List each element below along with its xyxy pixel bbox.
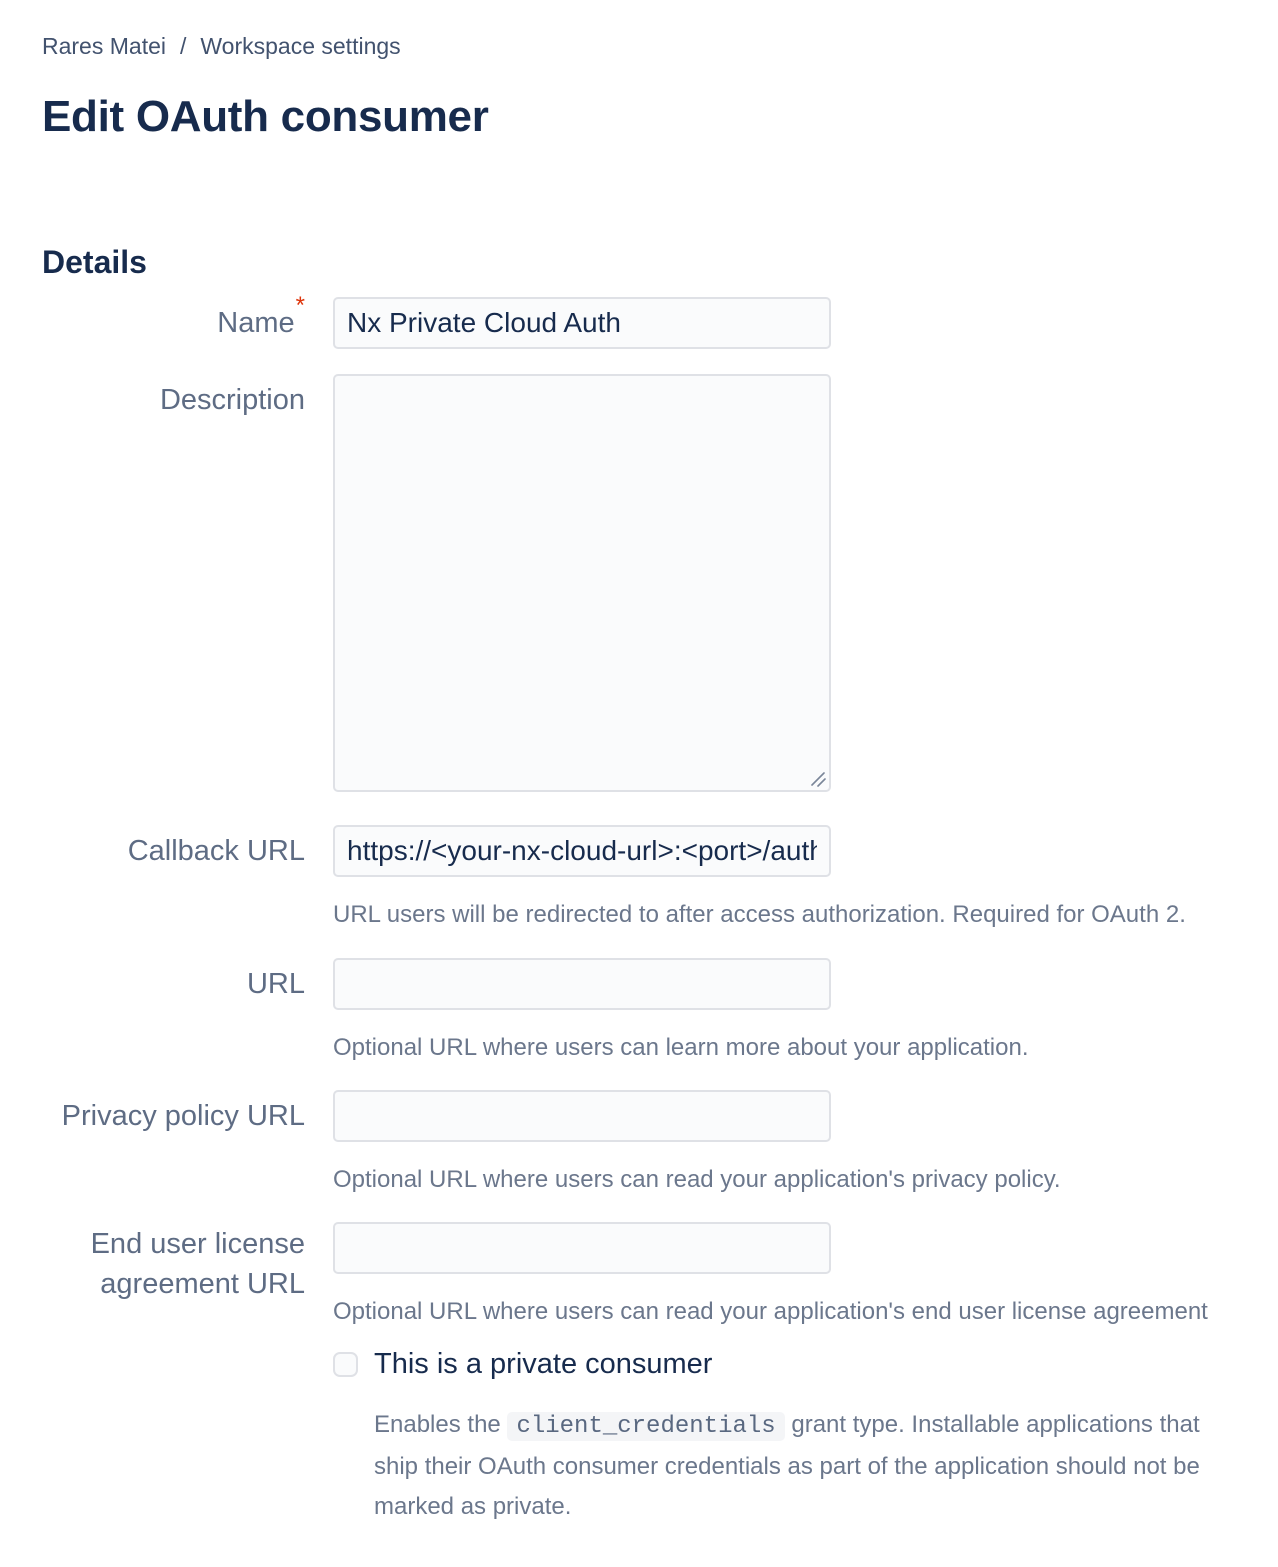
name-label-text: Name — [217, 307, 295, 339]
eula-url-help: Optional URL where users can read your application's end user license agreement — [333, 1298, 1208, 1325]
url-help: Optional URL where users can learn more about your application. — [333, 1034, 1029, 1061]
private-consumer-label[interactable]: This is a private consumer — [374, 1348, 713, 1380]
description-textarea[interactable] — [333, 374, 831, 792]
eula-url-input[interactable] — [333, 1222, 831, 1274]
private-consumer-checkbox[interactable] — [333, 1352, 358, 1377]
breadcrumb-link-user[interactable]: Rares Matei — [42, 33, 166, 59]
callback-url-label: Callback URL — [127, 835, 305, 867]
breadcrumb-separator: / — [179, 33, 187, 59]
oauth-consumer-form — [42, 292, 1236, 1527]
callback-url-help: URL users will be redirected to after access authorization. Required for OAuth 2. — [333, 901, 1186, 928]
url-label: URL — [246, 968, 305, 1000]
description-field — [333, 374, 1236, 792]
url-input[interactable] — [333, 958, 831, 1010]
name-field — [333, 297, 1236, 349]
required-asterisk: * — [295, 292, 305, 320]
private-consumer-section — [333, 1347, 1236, 1527]
private-consumer-help-prefix: Enables the — [374, 1411, 508, 1438]
callback-url-input[interactable] — [333, 825, 831, 877]
details-heading: Details — [42, 244, 147, 280]
url-field — [333, 958, 1236, 1063]
private-consumer-help-suffix: grant type. Installable applications that ship their OAuth consumer credentials as part of the application should not be marked as private. — [374, 1411, 1200, 1520]
private-consumer-help — [374, 1405, 1204, 1527]
form-row-name — [42, 292, 1236, 349]
privacy-policy-url-field — [333, 1090, 1236, 1195]
breadcrumb-link-workspace-settings[interactable]: Workspace settings — [200, 33, 401, 59]
eula-url-label: End user license agreement URL — [90, 1228, 305, 1300]
form-row-eula-url — [42, 1222, 1236, 1327]
privacy-policy-url-input[interactable] — [333, 1090, 831, 1142]
privacy-policy-url-help: Optional URL where users can read your application's privacy policy. — [333, 1166, 1061, 1193]
client-credentials-code: client_credentials — [507, 1412, 784, 1441]
form-row-privacy-policy-url — [42, 1090, 1236, 1195]
description-label: Description — [159, 384, 305, 416]
resize-handle-icon[interactable] — [808, 769, 826, 787]
name-input[interactable] — [333, 297, 831, 349]
form-row-callback-url — [42, 825, 1236, 930]
eula-url-field — [333, 1222, 1236, 1327]
breadcrumb — [42, 33, 1236, 60]
name-label — [42, 292, 333, 340]
page-title: Edit OAuth consumer — [42, 92, 489, 141]
private-consumer-row — [333, 1347, 1236, 1381]
callback-url-field — [333, 825, 1236, 930]
form-row-url — [42, 958, 1236, 1063]
privacy-policy-url-label: Privacy policy URL — [61, 1100, 305, 1132]
form-row-description — [42, 374, 1236, 792]
